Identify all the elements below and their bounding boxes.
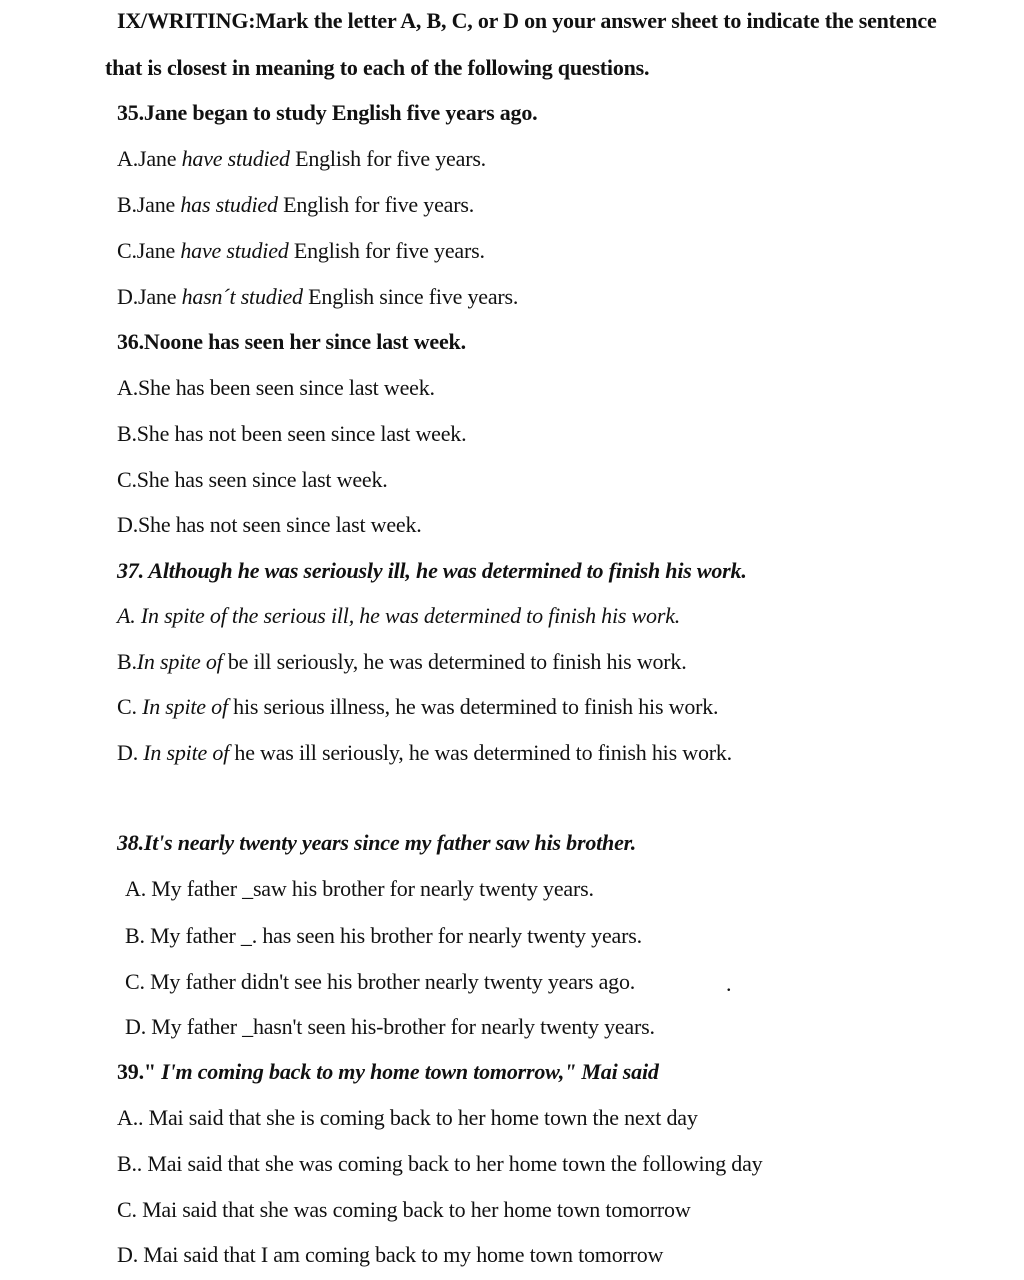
q36-option-b: B.She has not been seen since last week. <box>117 421 467 446</box>
q39-option-a: A.. Mai said that she is coming back to her home town the next day <box>117 1105 698 1130</box>
q35-stem: 35.Jane began to study English five years ago. <box>117 100 538 125</box>
q36-stem: 36.Noone has seen her since last week. <box>117 329 466 354</box>
q35-c-verb: have studied <box>180 238 289 263</box>
q35-option-a <box>117 146 486 172</box>
q37-d-prefix: D. <box>117 740 144 765</box>
q38-stray-mark: . <box>726 971 732 996</box>
q39-option-c: C. Mai said that she was coming back to her home town tomorrow <box>117 1197 691 1222</box>
q37-b-phrase: In spite of <box>136 649 223 674</box>
q35-option-b <box>117 192 474 218</box>
q37-d-phrase: In spite of <box>143 740 230 765</box>
q35-c-prefix: C.Jane <box>117 238 181 263</box>
q35-b-suffix: English for five years. <box>277 192 474 217</box>
q35-b-prefix: B.Jane <box>117 192 181 217</box>
q35-c-suffix: English for five years. <box>288 238 485 263</box>
q39-option-b: B.. Mai said that she was coming back to her home town the following day <box>117 1151 763 1176</box>
q35-b-verb: has studied <box>180 192 278 217</box>
q35-d-prefix: D.Jane <box>117 284 182 309</box>
q35-option-c <box>117 238 485 264</box>
instruction-line-1: IX/WRITING:Mark the letter A, B, C, or D on your answer sheet to indicate the sentence <box>117 8 937 33</box>
q36-option-d: D.She has not seen since last week. <box>117 512 422 537</box>
q37-stem: 37. Although he was seriously ill, he was determined to finish his work. <box>117 558 747 583</box>
q37-option-b <box>117 649 687 675</box>
q35-d-suffix: English since five years. <box>302 284 519 309</box>
q35-a-prefix: A.Jane <box>117 146 182 171</box>
q37-option-d <box>117 740 732 766</box>
q38-option-b: B. My father _. has seen his brother for nearly twenty years. <box>125 923 642 948</box>
q37-b-prefix: B. <box>117 649 137 674</box>
q37-c-suffix: his serious illness, he was determined to finish his work. <box>227 694 719 719</box>
q37-b-suffix: be ill seriously, he was determined to finish his work. <box>222 649 687 674</box>
q39-stem <box>117 1059 659 1085</box>
q38-option-c: C. My father didn't see his brother nearly twenty years ago. <box>125 969 636 994</box>
q35-a-suffix: English for five years. <box>289 146 486 171</box>
q39-option-d: D. Mai said that I am coming back to my home town tomorrow <box>117 1242 664 1267</box>
q37-d-suffix: he was ill seriously, he was determined to finish his work. <box>229 740 732 765</box>
q35-a-verb: have studied <box>181 146 290 171</box>
instruction-line-2: that is closest in meaning to each of the following questions. <box>105 55 650 80</box>
q36-option-a: A.She has been seen since last week. <box>117 375 435 400</box>
q38-stem: 38.It's nearly twenty years since my father saw his brother. <box>117 830 637 855</box>
q35-d-verb: hasn´t studied <box>181 284 303 309</box>
q36-option-c: C.She has seen since last week. <box>117 467 388 492</box>
q39-stem-number: 39." <box>117 1059 162 1084</box>
q37-c-prefix: C. <box>117 694 143 719</box>
q37-c-phrase: In spite of <box>142 694 228 719</box>
q38-option-d: D. My father _hasn't seen his-brother for nearly twenty years. <box>125 1014 655 1039</box>
q38-option-a: A. My father _saw his brother for nearly twenty years. <box>125 876 594 901</box>
q37-option-c <box>117 694 718 720</box>
q39-stem-quote: I'm coming back to my home town tomorrow," Mai said <box>161 1059 659 1084</box>
q37-option-a: A. In spite of the serious ill, he was determined to finish his work. <box>117 603 681 628</box>
q35-option-d <box>117 284 518 310</box>
